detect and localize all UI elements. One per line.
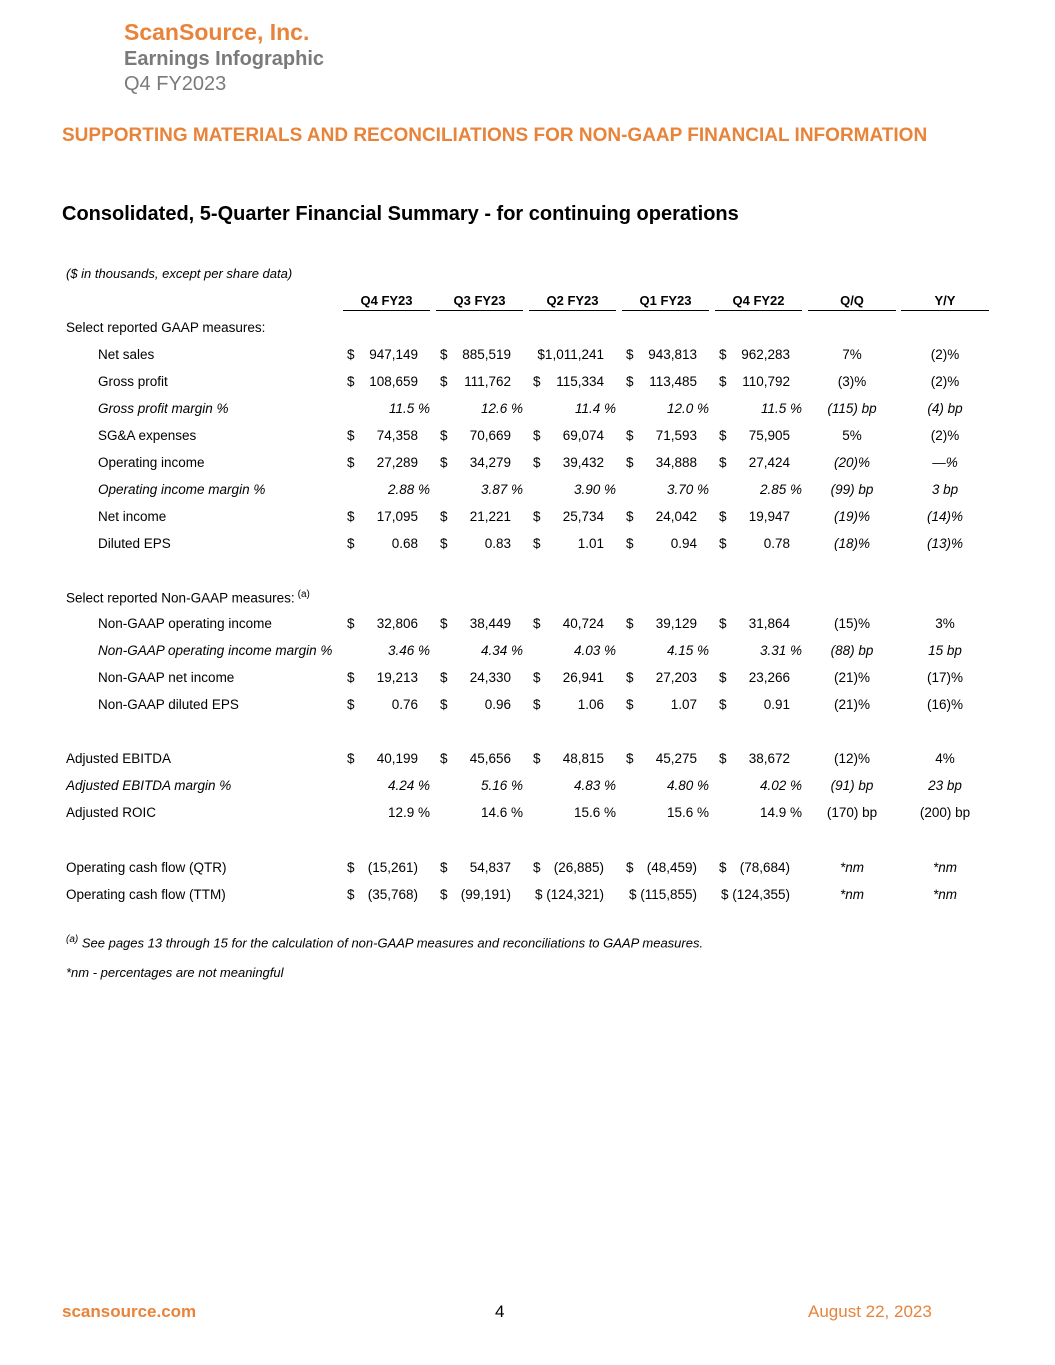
row-label	[98, 670, 234, 685]
row-label	[98, 509, 166, 524]
cell-value: (35,768)	[367, 887, 418, 902]
change-q-over-q: (20)%	[833, 455, 870, 470]
change-q-over-q: (15)%	[833, 616, 870, 631]
cell-value: 23,266	[748, 670, 790, 685]
row-label	[66, 805, 156, 820]
cell-value: 19,213	[376, 670, 418, 685]
table-row	[0, 347, 1055, 367]
cell-value: 2.88 %	[387, 482, 430, 497]
currency-symbol: $	[347, 616, 355, 631]
cell-value: 39,129	[655, 616, 697, 631]
cell-value: 0.68	[391, 536, 418, 551]
currency-symbol: $	[626, 428, 634, 443]
company-name: ScanSource, Inc.	[124, 19, 310, 45]
row-label	[66, 589, 310, 606]
table-row	[0, 887, 1055, 907]
cell-value: 14.9 %	[759, 805, 802, 820]
currency-symbol: $	[626, 347, 634, 362]
footnote-a-marker: (a)	[66, 934, 79, 945]
row-label-text: Non-GAAP diluted EPS	[98, 697, 239, 712]
cell-value: 45,656	[469, 751, 511, 766]
currency-symbol: $	[719, 616, 727, 631]
cell-value: 115,334	[556, 374, 604, 389]
currency-symbol: $	[347, 670, 355, 685]
cell-value: 34,888	[655, 455, 697, 470]
cell-value: $ (124,355)	[720, 887, 790, 902]
document-subtitle: Earnings Infographic	[124, 48, 325, 70]
currency-symbol: $	[347, 347, 355, 362]
currency-symbol: $	[533, 455, 541, 470]
change-y-over-y: 3%	[935, 616, 955, 631]
table-row	[0, 589, 1055, 609]
column-header: Q1 FY23	[622, 293, 709, 311]
cell-value: (26,885)	[553, 860, 604, 875]
column-header: Q4 FY22	[715, 293, 802, 311]
column-header: Y/Y	[901, 293, 989, 311]
cell-value: 25,734	[562, 509, 604, 524]
row-label-text: Adjusted EBITDA margin %	[66, 778, 232, 793]
change-q-over-q: (18)%	[833, 536, 870, 551]
cell-value: 111,762	[464, 374, 511, 389]
cell-value: 40,724	[562, 616, 604, 631]
change-q-over-q: 7%	[842, 347, 862, 362]
currency-symbol: $	[626, 697, 634, 712]
cell-value: 885,519	[462, 347, 511, 362]
change-y-over-y: 23 bp	[928, 778, 962, 793]
cell-value: 12.6 %	[480, 401, 523, 416]
change-q-over-q: (91) bp	[830, 778, 874, 793]
cell-value: 0.78	[763, 536, 790, 551]
footer-date: August 22, 2023	[808, 1302, 932, 1321]
currency-symbol: $	[719, 860, 727, 875]
change-y-over-y: 3 bp	[931, 482, 959, 497]
column-header: Q3 FY23	[436, 293, 523, 311]
currency-symbol: $	[719, 455, 727, 470]
row-label	[98, 697, 239, 712]
cell-value: 11.5 %	[388, 401, 430, 416]
footnote-reference: (a)	[297, 589, 310, 600]
table-row	[0, 401, 1055, 421]
cell-value: 4.83 %	[573, 778, 616, 793]
change-y-over-y: (200) bp	[919, 805, 971, 820]
change-y-over-y: (13)%	[926, 536, 963, 551]
table-row	[0, 860, 1055, 880]
cell-value: 0.91	[763, 697, 790, 712]
units-note: ($ in thousands, except per share data)	[66, 266, 293, 281]
cell-value: 1.01	[577, 536, 604, 551]
cell-value: 24,330	[469, 670, 511, 685]
table-row	[0, 455, 1055, 475]
currency-symbol: $	[719, 374, 727, 389]
cell-value: 27,289	[376, 455, 418, 470]
currency-symbol: $	[626, 374, 634, 389]
row-label	[66, 751, 171, 766]
footnote-nm: *nm - percentages are not meaningful	[66, 965, 284, 980]
cell-value: 113,485	[649, 374, 697, 389]
fiscal-quarter: Q4 FY2023	[124, 73, 227, 95]
row-label-text: Diluted EPS	[98, 536, 171, 551]
table-row	[0, 482, 1055, 502]
change-q-over-q: *nm	[839, 887, 864, 902]
currency-symbol: $	[440, 347, 448, 362]
cell-value: 12.0 %	[666, 401, 709, 416]
row-label-text: SG&A expenses	[98, 428, 197, 443]
row-label	[98, 455, 205, 470]
row-label	[98, 643, 332, 658]
cell-value: 0.83	[484, 536, 511, 551]
cell-value: 1.07	[670, 697, 697, 712]
currency-symbol: $	[440, 374, 448, 389]
table-row	[0, 670, 1055, 690]
cell-value: 15.6 %	[666, 805, 709, 820]
cell-value: 71,593	[655, 428, 697, 443]
cell-value: 12.9 %	[387, 805, 430, 820]
section-title: SUPPORTING MATERIALS AND RECONCILIATIONS FOR NON-GAAP FINANCIAL INFORMATION	[62, 125, 928, 146]
row-label	[98, 482, 265, 497]
cell-value: 54,837	[469, 860, 511, 875]
change-q-over-q: (115) bp	[827, 401, 877, 416]
cell-value: 3.87 %	[480, 482, 523, 497]
currency-symbol: $	[626, 860, 634, 875]
cell-value: 38,449	[469, 616, 511, 631]
currency-symbol: $	[719, 536, 727, 551]
row-label-text: Adjusted EBITDA	[66, 751, 172, 766]
currency-symbol: $	[347, 697, 355, 712]
row-label	[98, 536, 171, 551]
cell-value: 1.06	[577, 697, 604, 712]
footnote-a	[66, 934, 703, 950]
cell-value: 11.5 %	[760, 401, 802, 416]
currency-symbol: $	[533, 670, 541, 685]
currency-symbol: $	[719, 509, 727, 524]
cell-value: 4.15 %	[666, 643, 709, 658]
cell-value: (78,684)	[739, 860, 790, 875]
currency-symbol: $	[440, 860, 448, 875]
row-label	[98, 401, 229, 416]
currency-symbol: $	[347, 455, 355, 470]
table-row	[0, 509, 1055, 529]
currency-symbol: $	[440, 697, 448, 712]
cell-value: 17,095	[376, 509, 418, 524]
change-y-over-y: (14)%	[926, 509, 963, 524]
currency-symbol: $	[626, 751, 634, 766]
cell-value: 0.76	[391, 697, 418, 712]
currency-symbol: $	[440, 751, 448, 766]
change-y-over-y: (17)%	[926, 670, 963, 685]
change-q-over-q: (12)%	[833, 751, 870, 766]
column-header: Q4 FY23	[343, 293, 430, 311]
cell-value: (99,191)	[460, 887, 511, 902]
cell-value: 3.31 %	[759, 643, 802, 658]
row-label	[98, 616, 272, 631]
cell-value: 3.90 %	[573, 482, 616, 497]
change-y-over-y: (2)%	[930, 374, 960, 389]
row-label	[98, 347, 154, 362]
change-q-over-q: (170) bp	[826, 805, 878, 820]
currency-symbol: $	[440, 887, 448, 902]
change-y-over-y: 15 bp	[928, 643, 962, 658]
row-label-text: Net income	[98, 509, 167, 524]
row-label-text: Operating cash flow (TTM)	[66, 887, 226, 902]
currency-symbol: $	[626, 536, 634, 551]
cell-value: 27,424	[748, 455, 790, 470]
currency-symbol: $	[533, 697, 541, 712]
cell-value: 4.02 %	[759, 778, 802, 793]
change-y-over-y: —%	[932, 455, 958, 470]
change-q-over-q: (99) bp	[830, 482, 874, 497]
table-title: Consolidated, 5-Quarter Financial Summary - for continuing operations	[62, 203, 739, 225]
table-row	[0, 616, 1055, 636]
cell-value: 11.4 %	[574, 401, 616, 416]
table-row	[0, 320, 1055, 340]
currency-symbol: $	[440, 616, 448, 631]
currency-symbol: $	[347, 887, 355, 902]
table-row	[0, 751, 1055, 771]
row-label-text: Operating income	[98, 455, 205, 470]
cell-value: 943,813	[648, 347, 697, 362]
currency-symbol: $	[533, 428, 541, 443]
currency-symbol: $	[626, 509, 634, 524]
row-label	[66, 778, 231, 793]
currency-symbol: $	[347, 374, 355, 389]
currency-symbol: $	[626, 455, 634, 470]
change-q-over-q: (21)%	[833, 697, 870, 712]
cell-value: 27,203	[655, 670, 697, 685]
footer-website: scansource.com	[62, 1302, 197, 1321]
footnote-a-text: See pages 13 through 15 for the calculation of non-GAAP measures and reconciliations to GAAP measures.	[81, 935, 704, 951]
currency-symbol: $	[533, 374, 541, 389]
cell-value: 19,947	[748, 509, 790, 524]
change-q-over-q: (3)%	[837, 374, 867, 389]
cell-value: 0.96	[484, 697, 511, 712]
currency-symbol: $	[440, 428, 448, 443]
cell-value: 14.6 %	[480, 805, 523, 820]
cell-value: 74,358	[376, 428, 418, 443]
cell-value: 947,149	[369, 347, 418, 362]
row-label-text: Select reported GAAP measures:	[66, 320, 266, 335]
row-label-text: Gross profit	[98, 374, 168, 389]
cell-value: 70,669	[469, 428, 511, 443]
cell-value: $ (124,321)	[534, 887, 604, 902]
row-label-text: Non-GAAP operating income margin %	[98, 643, 333, 658]
cell-value: $1,011,241	[537, 347, 604, 362]
currency-symbol: $	[533, 751, 541, 766]
cell-value: (48,459)	[646, 860, 697, 875]
row-label	[66, 860, 227, 875]
change-q-over-q: (19)%	[833, 509, 870, 524]
row-label	[98, 428, 196, 443]
row-label-text: Operating cash flow (QTR)	[66, 860, 227, 875]
currency-symbol: $	[533, 536, 541, 551]
table-row	[0, 643, 1055, 663]
cell-value: 38,672	[748, 751, 790, 766]
change-y-over-y: (4) bp	[927, 401, 963, 416]
table-row	[0, 778, 1055, 798]
change-q-over-q: 5%	[842, 428, 862, 443]
cell-value: 4.80 %	[666, 778, 709, 793]
cell-value: 3.70 %	[666, 482, 709, 497]
cell-value: 5.16 %	[480, 778, 523, 793]
row-label-text: Gross profit margin %	[98, 401, 229, 416]
row-label-text: Adjusted ROIC	[66, 805, 157, 820]
currency-symbol: $	[719, 751, 727, 766]
currency-symbol: $	[440, 455, 448, 470]
cell-value: 48,815	[562, 751, 604, 766]
change-y-over-y: (2)%	[930, 428, 960, 443]
cell-value: 21,221	[469, 509, 511, 524]
row-label	[66, 320, 265, 335]
currency-symbol: $	[719, 697, 727, 712]
cell-value: 26,941	[562, 670, 604, 685]
row-label-text: Operating income margin %	[98, 482, 266, 497]
table-row	[0, 374, 1055, 394]
change-q-over-q: *nm	[839, 860, 864, 875]
currency-symbol: $	[533, 860, 541, 875]
cell-value: 69,074	[562, 428, 604, 443]
currency-symbol: $	[440, 670, 448, 685]
change-y-over-y: *nm	[932, 860, 957, 875]
table-row	[0, 428, 1055, 448]
cell-value: $ (115,855)	[628, 887, 697, 902]
currency-symbol: $	[533, 616, 541, 631]
row-label-text: Select reported Non-GAAP measures:	[66, 590, 295, 606]
currency-symbol: $	[719, 670, 727, 685]
cell-value: 31,864	[748, 616, 790, 631]
column-header: Q/Q	[808, 293, 896, 311]
currency-symbol: $	[533, 509, 541, 524]
change-y-over-y: (16)%	[926, 697, 963, 712]
cell-value: 15.6 %	[573, 805, 616, 820]
table-row	[0, 536, 1055, 556]
table-row	[0, 697, 1055, 717]
cell-value: 110,792	[742, 374, 790, 389]
change-q-over-q: (88) bp	[830, 643, 874, 658]
row-label	[66, 887, 226, 902]
change-q-over-q: (21)%	[833, 670, 870, 685]
currency-symbol: $	[347, 751, 355, 766]
column-header: Q2 FY23	[529, 293, 616, 311]
currency-symbol: $	[347, 860, 355, 875]
cell-value: 32,806	[376, 616, 418, 631]
currency-symbol: $	[347, 428, 355, 443]
row-label	[98, 374, 168, 389]
cell-value: 40,199	[376, 751, 418, 766]
currency-symbol: $	[440, 536, 448, 551]
row-label-text: Non-GAAP operating income	[98, 616, 272, 631]
change-y-over-y: (2)%	[930, 347, 960, 362]
cell-value: 4.34 %	[480, 643, 523, 658]
cell-value: 34,279	[469, 455, 511, 470]
cell-value: 75,905	[748, 428, 790, 443]
cell-value: 108,659	[369, 374, 418, 389]
cell-value: 39,432	[562, 455, 604, 470]
cell-value: 2.85 %	[759, 482, 802, 497]
cell-value: 24,042	[655, 509, 697, 524]
cell-value: 45,275	[655, 751, 697, 766]
currency-symbol: $	[626, 670, 634, 685]
currency-symbol: $	[626, 616, 634, 631]
cell-value: 0.94	[670, 536, 697, 551]
row-label-text: Net sales	[98, 347, 155, 362]
cell-value: 4.24 %	[387, 778, 430, 793]
change-y-over-y: *nm	[932, 887, 957, 902]
table-row	[0, 805, 1055, 825]
currency-symbol: $	[347, 509, 355, 524]
currency-symbol: $	[719, 428, 727, 443]
currency-symbol: $	[347, 536, 355, 551]
cell-value: 3.46 %	[387, 643, 430, 658]
cell-value: 4.03 %	[573, 643, 616, 658]
cell-value: (15,261)	[367, 860, 418, 875]
cell-value: 962,283	[741, 347, 790, 362]
change-y-over-y: 4%	[935, 751, 955, 766]
currency-symbol: $	[719, 347, 727, 362]
row-label-text: Non-GAAP net income	[98, 670, 235, 685]
page-number: 4	[495, 1302, 505, 1321]
currency-symbol: $	[440, 509, 448, 524]
